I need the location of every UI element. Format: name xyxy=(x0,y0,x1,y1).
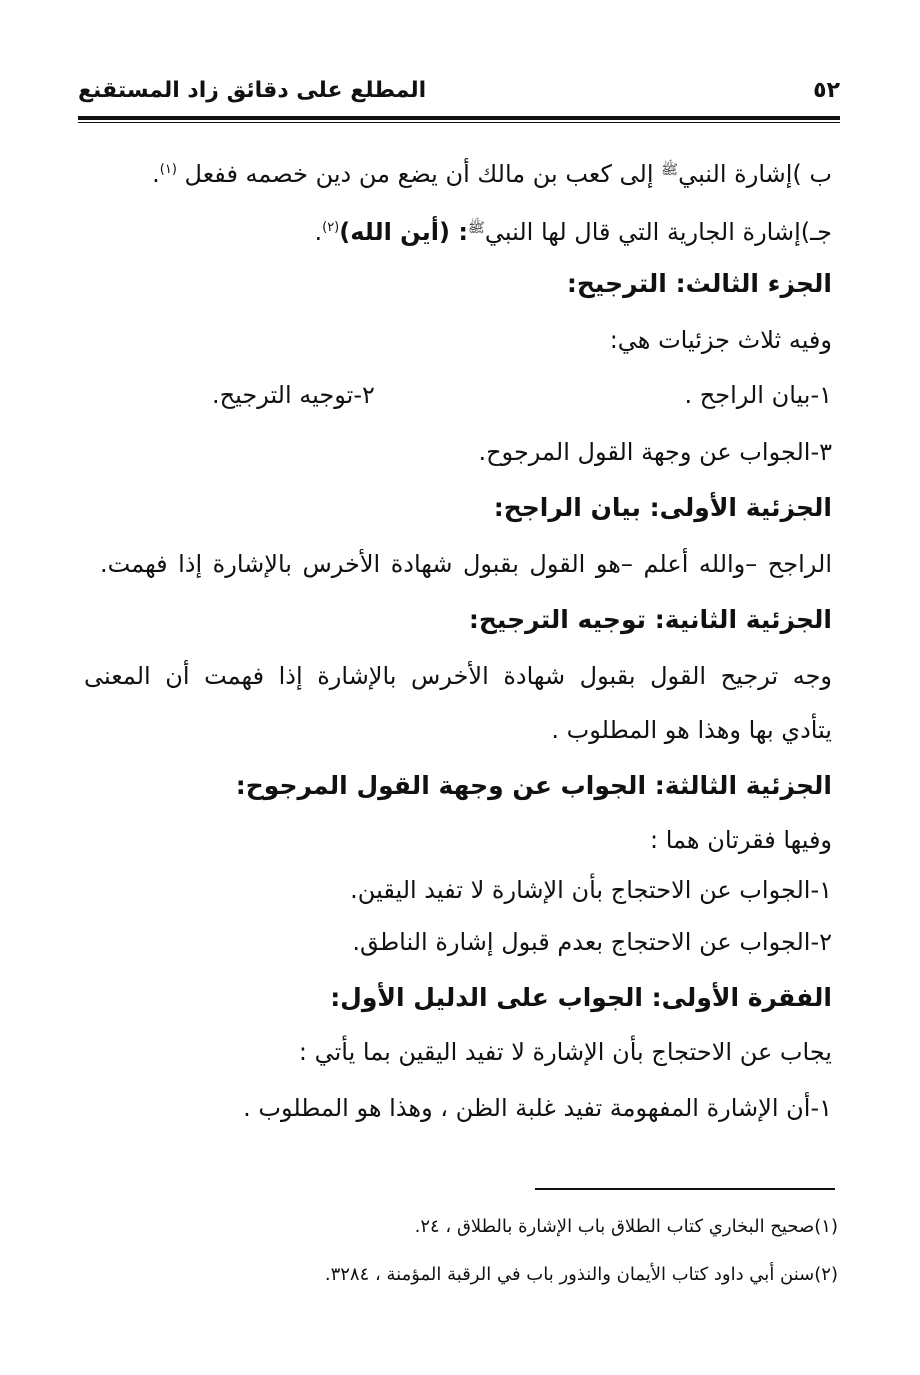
evidence-b-end: . xyxy=(152,160,160,188)
paragraph-answer: يجاب عن الاحتجاج بأن الإشارة لا تفيد اليقين بما يأتي : xyxy=(298,1038,832,1066)
heading-second-subpart: الجزئية الثانية: توجيه الترجيح: xyxy=(468,605,832,634)
answer-item-1: ١-أن الإشارة المفهومة تفيد غلبة الظن ، وهذا هو المطلوب . xyxy=(243,1094,832,1122)
running-title: المطلع على دقائق زاد المستقنع xyxy=(78,78,427,103)
honorific-mark: ﷺ xyxy=(467,220,485,236)
intro-third-subpart: وفيها فقرتان هما : xyxy=(650,826,832,854)
evidence-line-b xyxy=(84,150,832,194)
evidence-j-quote: : (أين الله) xyxy=(339,218,468,246)
evidence-line-j xyxy=(84,208,832,252)
page-header xyxy=(78,78,840,112)
evidence-j-end: . xyxy=(314,218,323,246)
intro-part-three: وفيه ثلاث جزئيات هي: xyxy=(609,326,832,354)
evidence-b-rest: إلى كعب بن مالك أن يضع من دين خصمه ففعل xyxy=(184,160,654,188)
footnote-1: (١)صحيح البخاري كتاب الطلاق باب الإشارة بالطلاق ، ٢٤. xyxy=(414,1216,838,1237)
list-item-3: ٣-الجواب عن وجهة القول المرجوح. xyxy=(478,438,832,466)
footnote-2: (٢)سنن أبي داود كتاب الأيمان والنذور باب في الرقبة المؤمنة ، ٣٢٨٤. xyxy=(324,1264,838,1285)
heading-first-paragraph: الفقرة الأولى: الجواب على الدليل الأول: xyxy=(330,983,832,1012)
paragraph-first-subpart: الراجح –والله أعلم –هو القول بقبول شهادة الأخرس بالإشارة إذا فهمت. xyxy=(100,550,832,578)
footnote-ref-2: (٢) xyxy=(322,220,340,235)
heading-part-three: الجزء الثالث: الترجيح: xyxy=(566,269,832,298)
evidence-b-text: ب )إشارة النبي xyxy=(678,160,832,188)
paragraph-second-line-2: يتأدي بها وهذا هو المطلوب . xyxy=(551,716,832,744)
third-list-item-1: ١-الجواب عن الاحتجاج بأن الإشارة لا تفيد اليقين. xyxy=(350,876,832,904)
evidence-j-text: جـ)إشارة الجارية التي قال لها النبي xyxy=(484,218,832,246)
footnote-ref-1: (١) xyxy=(159,162,177,177)
list-item-1: ١-بيان الراجح . xyxy=(684,381,832,409)
header-rule xyxy=(78,116,840,120)
paragraph-second-line-1: وجه ترجيح القول بقبول شهادة الأخرس بالإشارة إذا فهمت أن المعنى xyxy=(84,662,832,690)
heading-third-subpart: الجزئية الثالثة: الجواب عن وجهة القول المرجوح: xyxy=(235,771,832,800)
honorific-mark: ﷺ xyxy=(661,162,679,178)
list-item-2: ٢-توجيه الترجيح. xyxy=(212,381,375,409)
footnote-separator xyxy=(535,1188,835,1190)
page-number: ٥٢ xyxy=(813,78,840,103)
header-rule-thin xyxy=(78,122,840,123)
third-list-item-2: ٢-الجواب عن الاحتجاج بعدم قبول إشارة الناطق. xyxy=(352,928,832,956)
heading-first-subpart: الجزئية الأولى: بيان الراجح: xyxy=(493,493,832,522)
